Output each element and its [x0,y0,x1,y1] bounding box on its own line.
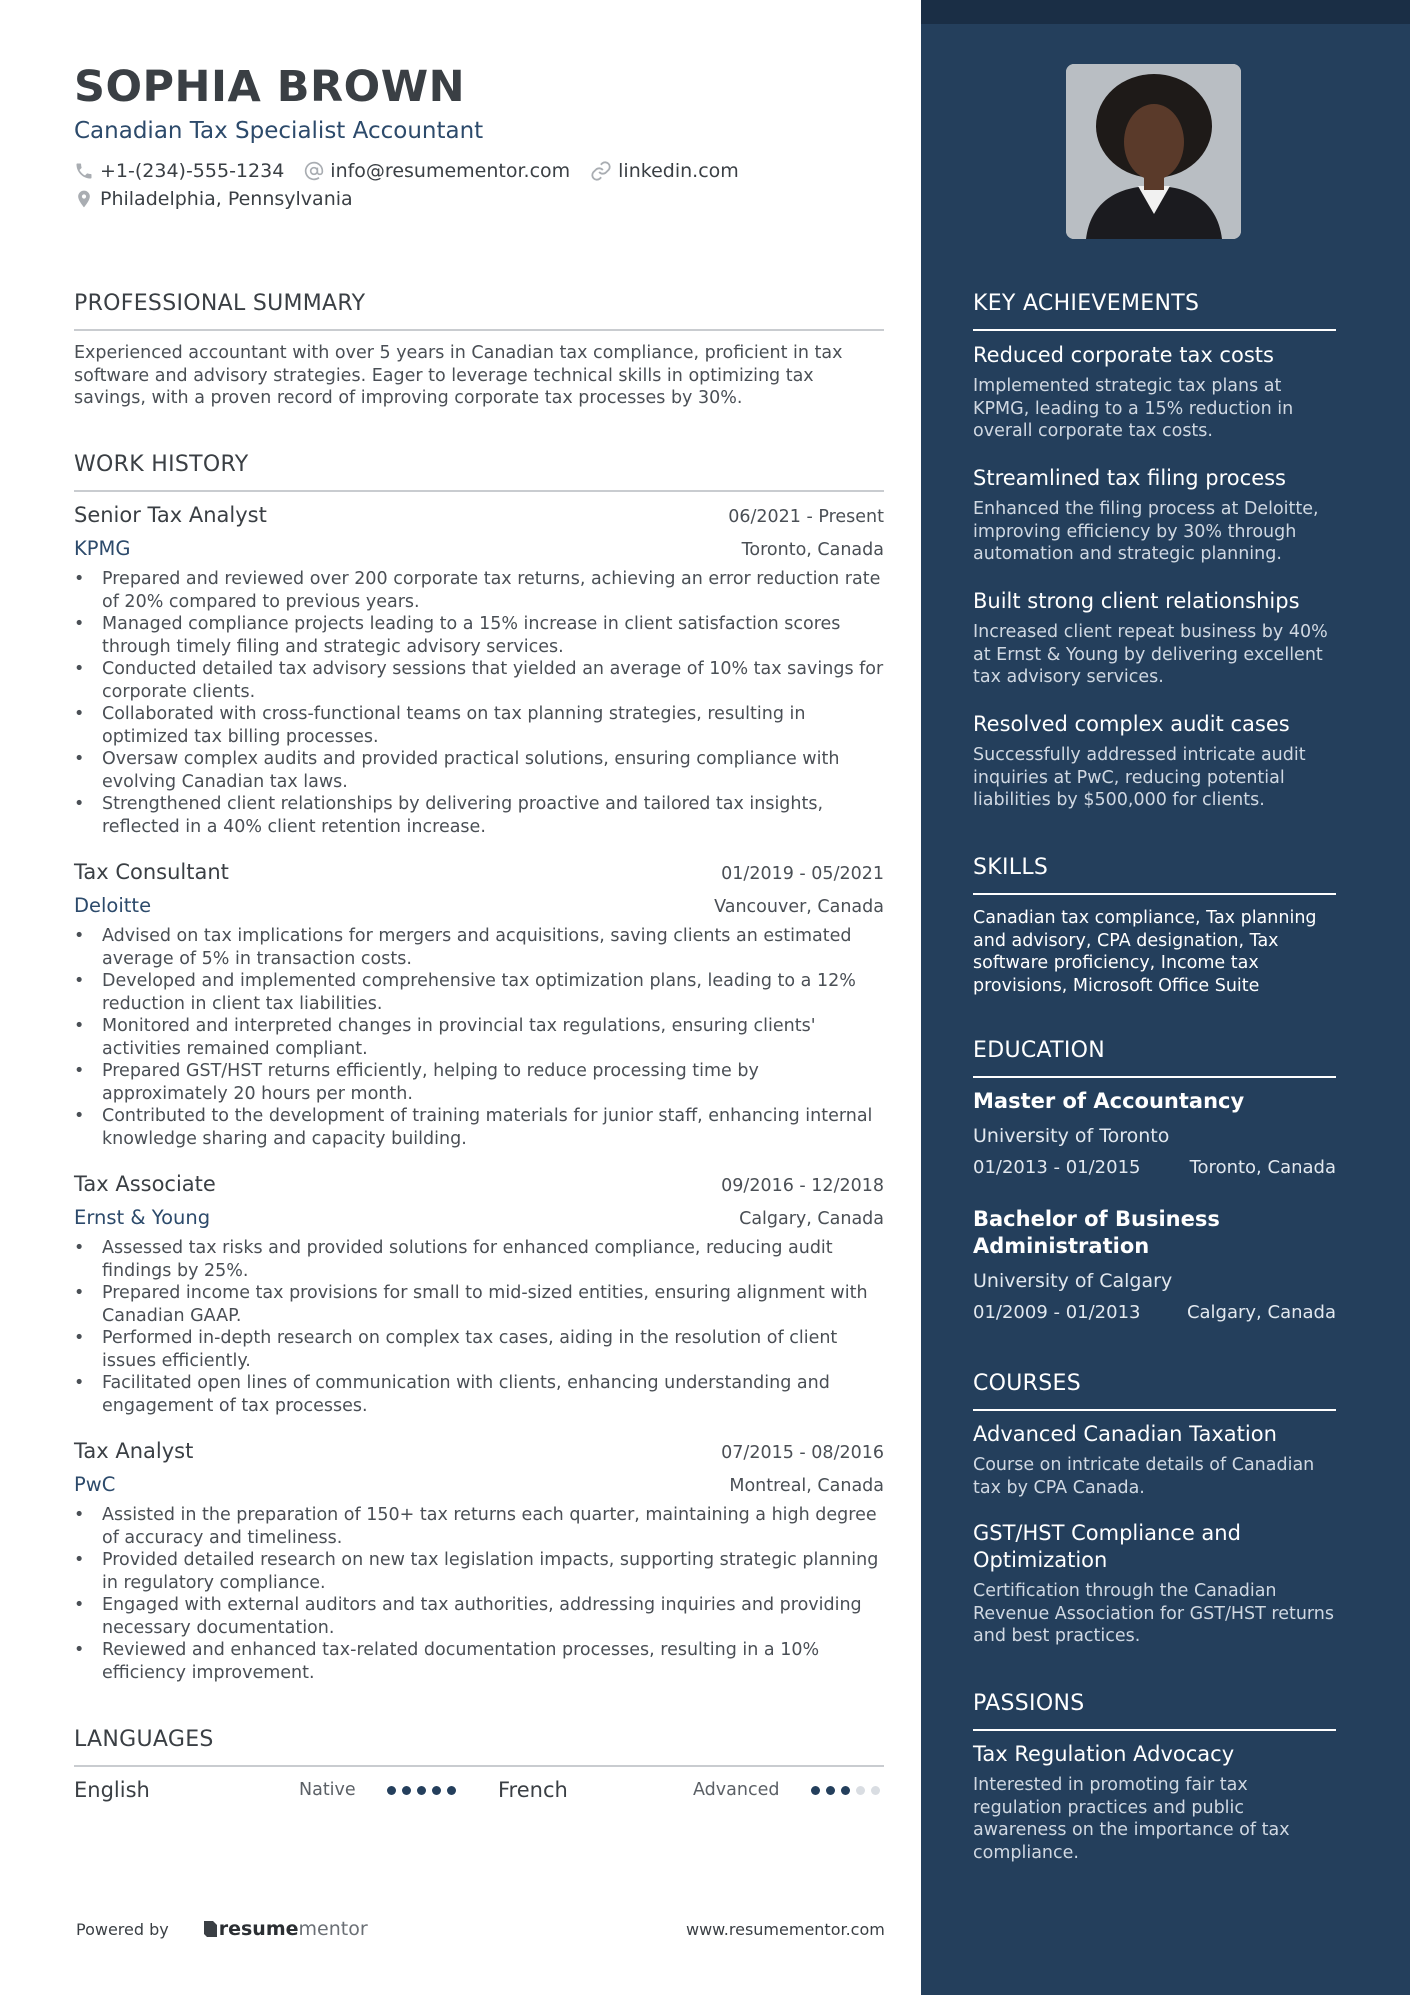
job-location: Toronto, Canada [741,540,884,560]
job-location: Vancouver, Canada [714,897,884,917]
achievement-item [973,711,1336,812]
brand-mark-icon [201,1919,219,1939]
sidebar-top-bar [921,0,1410,24]
skills-heading: SKILLS [973,855,1049,880]
achievement-title: Resolved complex audit cases [973,712,1290,736]
brand-logo[interactable] [201,1918,368,1940]
list-item: • Assisted in the preparation of 150+ tax returns each quarter, maintaining a high degree of accuracy and timeliness. [74,1504,884,1549]
list-item: • Monitored and interpreted changes in provincial tax regulations, ensuring clients' activities remained compliant. [74,1015,884,1060]
rating-dot-filled [417,1786,426,1795]
summary-divider [74,329,884,331]
email-text: info@resumementor.com [330,160,571,182]
skills-text: Canadian tax compliance, Tax planning and advisory, CPA designation, Tax software proficiency, Income tax provisions, Microsoft Office Suite [973,908,1317,996]
job-bullets [74,568,884,838]
achievement-item [973,588,1336,689]
linkedin-contact[interactable] [590,160,739,182]
passion-desc: Interested in promoting fair tax regulation practices and public awareness on the importance of tax compliance. [973,1775,1290,1863]
achievements-heading: KEY ACHIEVEMENTS [973,291,1200,316]
list-item: • Oversaw complex audits and provided practical solutions, ensuring compliance with evolving Canadian tax laws. [74,748,884,793]
education-item [973,1206,1336,1323]
list-item: • Prepared and reviewed over 200 corporate tax returns, achieving an error reduction rate of 20% compared to previous years. [74,568,884,613]
linkedin-text: linkedin.com [618,160,739,182]
job-title: Senior Tax Analyst [74,503,267,527]
candidate-title: Canadian Tax Specialist Accountant [74,118,484,144]
rating-dot-filled [826,1786,835,1795]
courses-heading: COURSES [973,1371,1081,1396]
job-dates: 01/2019 - 05/2021 [721,864,884,884]
language-name: English [74,1778,150,1802]
list-item: • Advised on tax implications for mergers and acquisitions, saving clients an estimated average of 5% in transaction costs. [74,925,884,970]
summary-heading: PROFESSIONAL SUMMARY [74,291,366,316]
job-dates: 07/2015 - 08/2016 [721,1443,884,1463]
education-dates: 01/2013 - 01/2015 [973,1157,1141,1178]
languages-heading: LANGUAGES [74,1727,214,1752]
job-bullets [74,925,884,1150]
job-title: Tax Consultant [74,860,229,884]
list-item: • Contributed to the development of training materials for junior staff, enhancing internal knowledge sharing and capacity building. [74,1105,884,1150]
work-divider [74,490,884,492]
achievement-desc: Increased client repeat business by 40% at Ernst & Young by delivering excellent tax advisory services. [973,622,1328,687]
education-location: Calgary, Canada [1186,1302,1336,1323]
achievement-title: Streamlined tax filing process [973,466,1287,490]
rating-dot-filled [447,1786,456,1795]
education-divider [973,1076,1336,1078]
education-item [973,1088,1336,1178]
achievement-item [973,342,1336,443]
course-desc: Course on intricate details of Canadian tax by CPA Canada. [973,1455,1315,1498]
powered-by-text: Powered by [76,1919,169,1939]
job-location: Calgary, Canada [739,1209,884,1229]
list-item: • Prepared income tax provisions for small to mid-sized entities, ensuring alignment with Canadian GAAP. [74,1282,884,1327]
candidate-name: SOPHIA BROWN [74,62,466,112]
rating-dot-filled [432,1786,441,1795]
list-item: • Reviewed and enhanced tax-related documentation processes, resulting in a 10% efficiency improvement. [74,1639,884,1684]
job-bullets [74,1504,884,1684]
education-dates: 01/2009 - 01/2013 [973,1302,1141,1323]
profile-photo [1066,64,1241,239]
list-item: • Collaborated with cross-functional teams on tax planning strategies, resulting in optimized tax billing processes. [74,703,884,748]
language-name: French [498,1778,568,1802]
language-entry [498,1778,886,1802]
footer-website[interactable]: www.resumementor.com [686,1920,885,1939]
education-degree: Bachelor of Business Administration [973,1207,1220,1258]
passion-item [973,1741,1336,1864]
list-item: • Provided detailed research on new tax legislation impacts, supporting strategic planning in regulatory compliance. [74,1549,884,1594]
list-item: • Performed in-depth research on complex tax cases, aiding in the resolution of client issues efficiently. [74,1327,884,1372]
rating-dot-empty [871,1786,880,1795]
passion-title: Tax Regulation Advocacy [973,1742,1235,1766]
education-heading: EDUCATION [973,1038,1106,1063]
email-contact[interactable] [304,160,570,182]
language-rating [811,1786,886,1795]
rating-dot-filled [387,1786,396,1795]
list-item: • Engaged with external auditors and tax authorities, addressing inquiries and providing necessary documentation. [74,1594,884,1639]
job-bullets [74,1237,884,1417]
job-company: PwC [74,1473,116,1496]
education-school: University of Toronto [973,1125,1170,1147]
course-item [973,1520,1336,1648]
achievement-title: Built strong client relationships [973,589,1300,613]
job-company: KPMG [74,537,131,560]
phone-icon [74,161,94,181]
achievement-desc: Enhanced the filing process at Deloitte, improving efficiency by 30% through automation and strategic planning. [973,499,1319,564]
rating-dot-filled [841,1786,850,1795]
location-row [74,188,373,210]
language-rating [387,1786,462,1795]
job-title: Tax Associate [74,1172,216,1196]
at-icon [304,161,324,181]
work-heading: WORK HISTORY [74,452,249,477]
language-level: Advanced [693,1780,780,1800]
languages-divider [74,1765,884,1767]
list-item: • Strengthened client relationships by delivering proactive and tailored tax insights, reflected in a 40% client retention increase. [74,793,884,838]
avatar [1066,64,1241,239]
phone-text: +1-(234)-555-1234 [100,160,285,182]
list-item: • Managed compliance projects leading to a 15% increase in client satisfaction scores through timely filing and strategic advisory services. [74,613,884,658]
rating-dot-filled [402,1786,411,1795]
job-entry [74,503,884,838]
list-item: • Assessed tax risks and provided solutions for enhanced compliance, reducing audit findings by 25%. [74,1237,884,1282]
achievement-desc: Successfully addressed intricate audit inquiries at PwC, reducing potential liabilities by $500,000 for clients. [973,745,1306,810]
course-title: GST/HST Compliance and Optimization [973,1521,1241,1572]
location-text: Philadelphia, Pennsylvania [100,188,353,210]
education-location: Toronto, Canada [1189,1157,1336,1178]
job-dates: 09/2016 - 12/2018 [721,1176,884,1196]
list-item: • Developed and implemented comprehensive tax optimization plans, leading to a 12% reduction in client tax liabilities. [74,970,884,1015]
education-degree: Master of Accountancy [973,1089,1245,1113]
list-item: • Prepared GST/HST returns efficiently, helping to reduce processing time by approximately 20 hours per month. [74,1060,884,1105]
link-icon [590,160,612,182]
summary-text: Experienced accountant with over 5 years in Canadian tax compliance, proficient in tax software and advisory strategies. Eager to leverage technical skills in optimizing tax savings, with a proven record of improving corporate tax processes by 30%. [74,343,843,408]
location-contact [74,188,353,210]
achievement-item [973,465,1336,566]
rating-dot-filled [811,1786,820,1795]
passions-divider [973,1729,1336,1731]
job-title: Tax Analyst [74,1439,194,1463]
achievement-title: Reduced corporate tax costs [973,343,1274,367]
job-company: Deloitte [74,894,152,917]
job-entry [74,1439,884,1684]
language-level: Native [299,1780,356,1800]
brand-light: mentor [298,1918,368,1940]
location-pin-icon [74,188,94,210]
job-entry [74,860,884,1150]
phone-contact[interactable] [74,160,284,182]
skills-divider [973,893,1336,895]
brand-bold: resume [218,1918,299,1940]
rating-dot-empty [856,1786,865,1795]
courses-divider [973,1409,1336,1411]
footer-powered [76,1918,368,1940]
job-dates: 06/2021 - Present [728,507,884,527]
achievement-desc: Implemented strategic tax plans at KPMG, leading to a 15% reduction in overall corporate tax costs. [973,376,1294,441]
course-item [973,1421,1336,1499]
course-title: Advanced Canadian Taxation [973,1422,1277,1446]
achievements-divider [973,329,1336,331]
list-item: • Conducted detailed tax advisory sessions that yielded an average of 10% tax savings for corporate clients. [74,658,884,703]
contact-row [74,160,759,182]
language-entry [74,1778,462,1802]
course-desc: Certification through the Canadian Revenue Association for GST/HST returns and best practices. [973,1581,1335,1646]
job-entry [74,1172,884,1417]
list-item: • Facilitated open lines of communication with clients, enhancing understanding and engagement of tax processes. [74,1372,884,1417]
passions-heading: PASSIONS [973,1691,1085,1716]
education-school: University of Calgary [973,1270,1173,1292]
job-location: Montreal, Canada [729,1476,884,1496]
job-company: Ernst & Young [74,1206,211,1229]
